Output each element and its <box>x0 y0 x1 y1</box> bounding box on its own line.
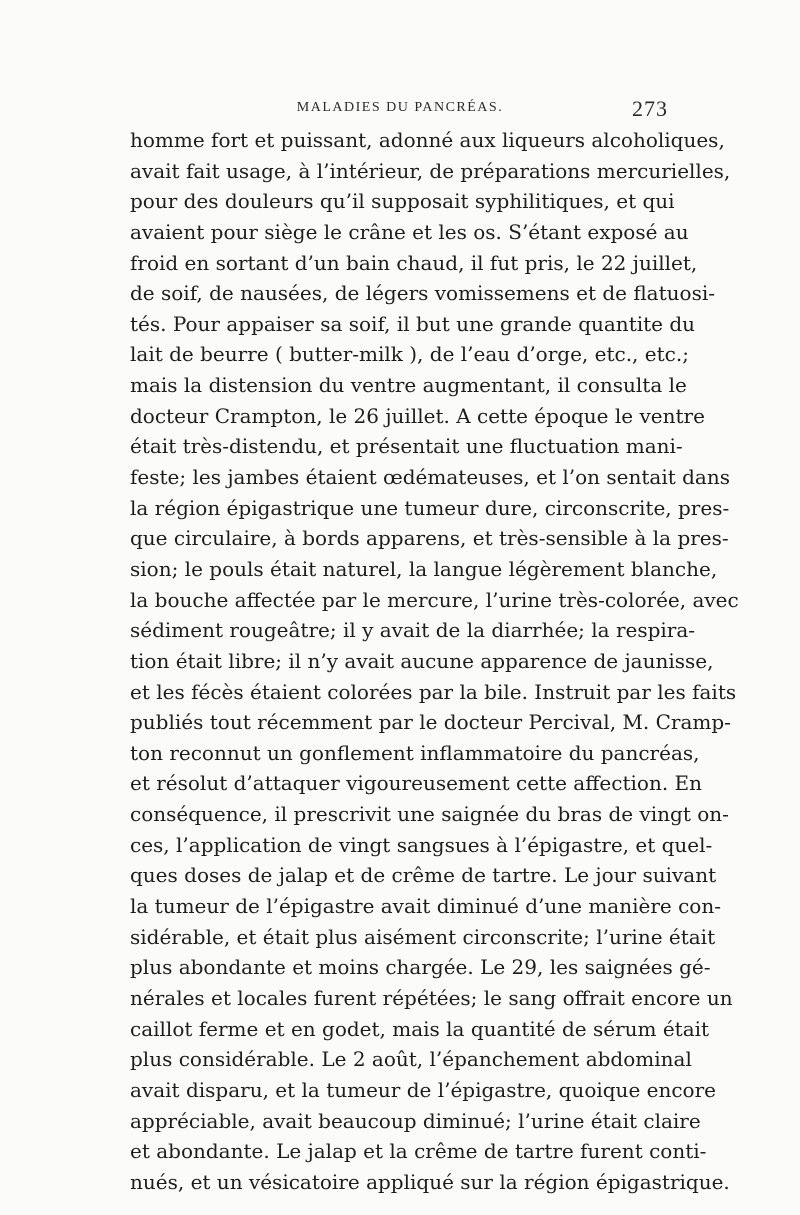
text-line: la région épigastrique une tumeur dure, circonscrite, pres- <box>130 495 730 520</box>
text-line: appréciable, avait beaucoup diminué; l’urine était claire <box>130 1108 701 1133</box>
text-line: ces, l’application de vingt sangsues à l’épigastre, et quel- <box>130 832 713 857</box>
text-line: et abondante. Le jalap et la crême de tartre furent conti- <box>130 1139 707 1164</box>
text-line: homme fort et puissant, adonné aux liqueurs alcoholiques, <box>130 128 725 152</box>
text-line: nérales et locales furent répétées; le sang offrait encore un <box>130 985 733 1010</box>
page-number: 273 <box>632 96 668 121</box>
text-line: plus considérable. Le 2 août, l’épanchement abdominal <box>130 1047 692 1072</box>
text-line: docteur Crampton, le 26 juillet. A cette époque le ventre <box>130 403 705 428</box>
text-line: sédiment rougeâtre; il y avait de la diarrhée; la respira- <box>130 618 696 643</box>
text-line: la tumeur de l’épigastre avait diminué d’une manière con- <box>130 894 721 919</box>
text-line: tés. Pour appaiser sa soif, il but une grande quantite du <box>130 311 696 336</box>
text-line: était très-distendu, et présentait une fluctuation mani- <box>130 434 683 459</box>
text-line: sidérable, et était plus aisément circonscrite; l’urine était <box>130 924 716 949</box>
text-line: de soif, de nausées, de légers vomissemens et de flatuosi- <box>130 281 715 306</box>
text-line: feste; les jambes étaient œdémateuses, et l’on sentait dans <box>130 465 730 490</box>
text-line: avait fait usage, à l’intérieur, de préparations mercurielles, <box>130 158 731 183</box>
text-line: froid en sortant d’un bain chaud, il fut pris, le 22 juillet, <box>130 250 698 275</box>
text-line: conséquence, il prescrivit une saignée du bras de vingt on- <box>130 802 729 827</box>
text-line: avait disparu, et la tumeur de l’épigastre, quoique encore <box>130 1077 716 1102</box>
text-line: publiés tout récemment par le docteur Percival, M. Cramp- <box>130 710 731 735</box>
text-line: nués, et un vésicatoire appliqué sur la région épigastrique. <box>130 1169 730 1194</box>
body-text <box>130 125 739 1197</box>
text-line: pour des douleurs qu’il supposait syphilitiques, et qui <box>130 189 675 214</box>
text-line: et les fécès étaient colorées par la bile. Instruit par les faits <box>130 679 737 704</box>
text-line: avaient pour siège le crâne et les os. S’étant exposé au <box>130 219 689 244</box>
text-line: ques doses de jalap et de crême de tartre. Le jour suivant <box>130 863 717 888</box>
text-line: la bouche affectée par le mercure, l’urine très-colorée, avec <box>130 587 739 612</box>
text-line: et résolut d’attaquer vigoureusement cette affection. En <box>130 771 703 796</box>
text-line: ton reconnut un gonflement inflammatoire du pancréas, <box>130 740 700 765</box>
running-title: MALADIES DU PANCRÉAS. <box>296 100 504 115</box>
text-line: lait de beurre ( butter-milk ), de l’eau d’orge, etc., etc.; <box>130 342 689 367</box>
text-line: caillot ferme et en godet, mais la quantité de sérum était <box>130 1016 710 1041</box>
text-line: tion était libre; il n’y avait aucune apparence de jaunisse, <box>130 648 714 673</box>
text-line: que circulaire, à bords apparens, et très-sensible à la pres- <box>130 526 729 551</box>
text-line: sion; le pouls était naturel, la langue légèrement blanche, <box>130 556 718 581</box>
text-line: mais la distension du ventre augmentant, il consulta le <box>130 373 687 398</box>
text-line: plus abondante et moins chargée. Le 29, les saignées gé- <box>130 955 711 980</box>
